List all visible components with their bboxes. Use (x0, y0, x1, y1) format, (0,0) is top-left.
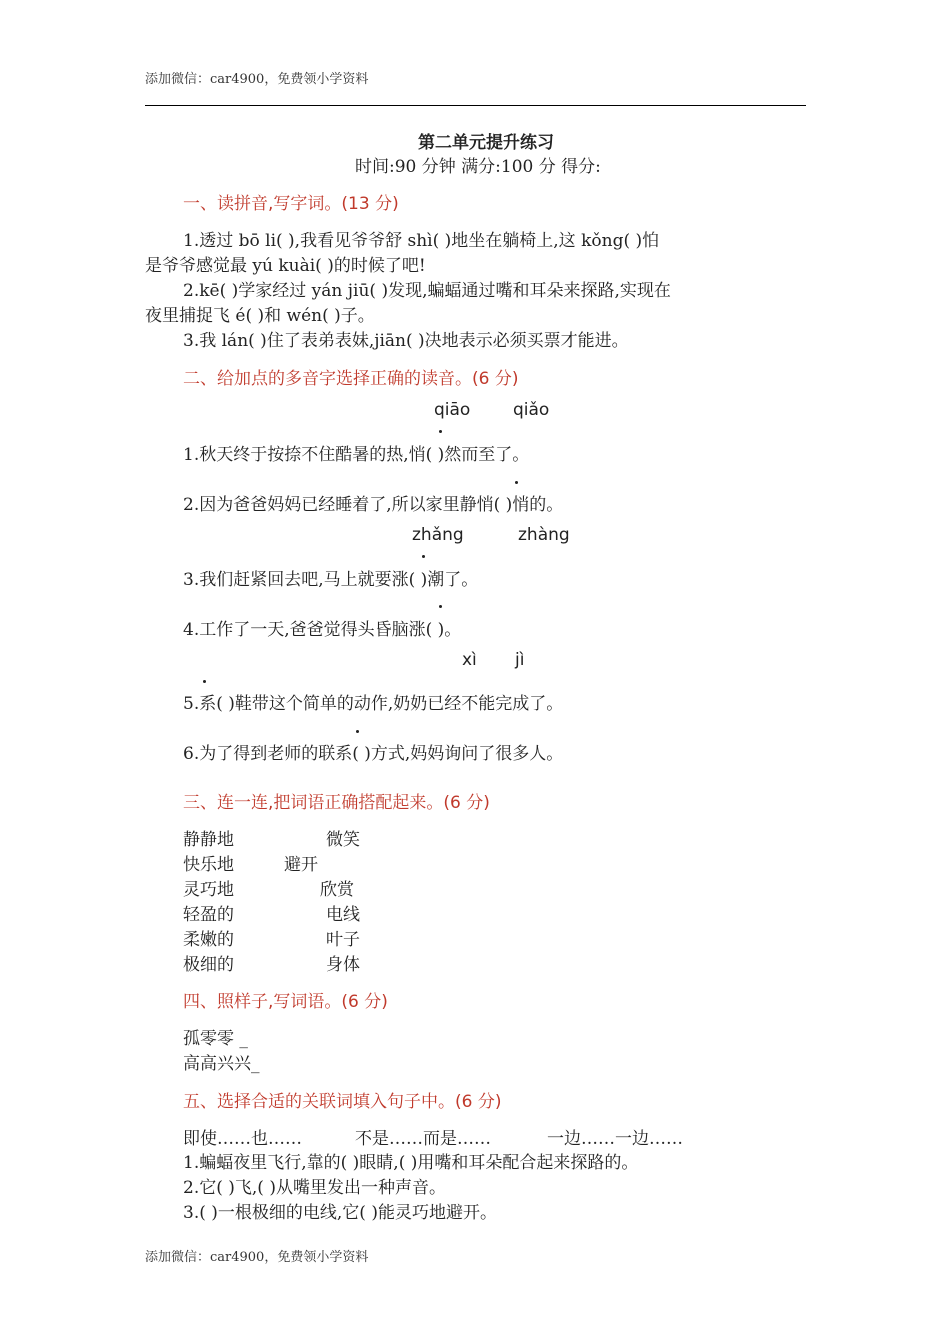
match-right-item: 身体 (326, 955, 360, 975)
s1-line-1: 1.透过 bō li( ),我看见爷爷舒 shì( )地坐在躺椅上,这 kǒng( )怕 (183, 231, 660, 251)
s1-line-3: 2.kē( )学家经过 yán jiū( )发现,蝙蝠通过嘴和耳朵来探路,实现在 (183, 281, 671, 301)
emphasis-dot (422, 555, 425, 558)
emphasis-dot (439, 605, 442, 608)
s5-line-2: 2.它( )飞,( )从嘴里发出一种声音。 (183, 1178, 446, 1198)
pinyin-option: qiāo (434, 400, 471, 420)
emphasis-dot (203, 680, 206, 683)
footer-text: 添加微信：car4900，免费领小学资料 (145, 1250, 369, 1265)
match-right-item: 叶子 (326, 930, 360, 950)
emphasis-dot (515, 481, 518, 484)
s5-line-3: 3.( )一根极细的电线,它( )能灵巧地避开。 (183, 1203, 497, 1223)
s1-line-4: 夜里捕捉飞 é( )和 wén( )子。 (145, 306, 375, 326)
s1-line-2: 是爷爷感觉最 yú kuài( )的时候了吧! (145, 256, 426, 276)
section-3-heading: 三、连一连,把词语正确搭配起来。(6 分) (183, 793, 490, 813)
match-left-item: 极细的 (183, 955, 234, 975)
conjunction-option: 即使……也…… (183, 1129, 302, 1149)
pinyin-option: zhǎng (412, 525, 464, 545)
s2-line-1: 1.秋天终于按捺不住酷暑的热,悄( )然而至了。 (183, 445, 530, 465)
s4-line-2: 高高兴兴_ (183, 1054, 260, 1074)
section-5-heading: 五、选择合适的关联词填入句子中。(6 分) (183, 1092, 502, 1112)
pinyin-option: xì (462, 650, 477, 670)
match-left-item: 柔嫩的 (183, 930, 234, 950)
pinyin-option: jì (515, 650, 525, 670)
match-right-item: 避开 (284, 855, 318, 875)
match-left-item: 快乐地 (183, 855, 234, 875)
section-1-heading: 一、读拼音,写字词。(13 分) (183, 194, 399, 214)
match-left-item: 灵巧地 (183, 880, 234, 900)
match-right-item: 欣赏 (320, 880, 354, 900)
s2-line-5: 5.系( )鞋带这个简单的动作,奶奶已经不能完成了。 (183, 694, 564, 714)
conjunction-option: 一边……一边…… (547, 1129, 683, 1149)
emphasis-dot (439, 430, 442, 433)
s2-line-3: 3.我们赶紧回去吧,马上就要涨( )潮了。 (183, 570, 479, 590)
s1-line-5: 3.我 lán( )住了表弟表妹,jiān( )决地表示必须买票才能进。 (183, 331, 629, 351)
page-title: 第二单元提升练习 (418, 133, 554, 153)
s2-line-2: 2.因为爸爸妈妈已经睡着了,所以家里静悄( )悄的。 (183, 495, 564, 515)
section-4-heading: 四、照样子,写词语。(6 分) (183, 992, 388, 1012)
section-2-heading: 二、给加点的多音字选择正确的读音。(6 分) (183, 369, 519, 389)
conjunction-option: 不是……而是…… (355, 1129, 491, 1149)
pinyin-option: zhàng (518, 525, 570, 545)
emphasis-dot (356, 730, 359, 733)
s2-line-4: 4.工作了一天,爸爸觉得头昏脑涨( )。 (183, 620, 462, 640)
match-left-item: 静静地 (183, 830, 234, 850)
header-text: 添加微信：car4900，免费领小学资料 (145, 72, 369, 87)
header-divider (145, 105, 806, 106)
s5-line-1: 1.蝙蝠夜里飞行,靠的( )眼睛,( )用嘴和耳朵配合起来探路的。 (183, 1153, 639, 1173)
s4-line-1: 孤零零 _ (183, 1029, 248, 1049)
s2-line-6: 6.为了得到老师的联系( )方式,妈妈询问了很多人。 (183, 744, 564, 764)
page-subtitle: 时间:90 分钟 满分:100 分 得分: (355, 157, 601, 177)
match-right-item: 微笑 (326, 830, 360, 850)
match-left-item: 轻盈的 (183, 905, 234, 925)
match-right-item: 电线 (326, 905, 360, 925)
pinyin-option: qiǎo (513, 400, 550, 420)
